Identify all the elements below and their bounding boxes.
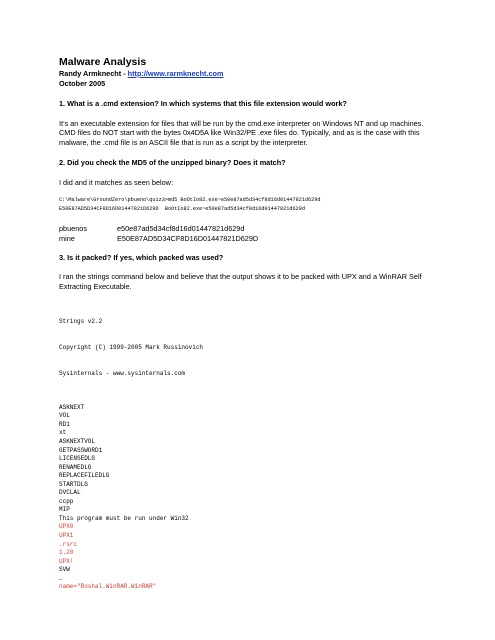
md5-label: mine [59,233,75,243]
code-line: SVW [59,566,70,574]
author-link[interactable]: http://www.rarmknecht.com [127,69,224,78]
code-line: Sysinternals - www.sysinternals.com [59,369,186,377]
question-2: 2. Did you check the MD5 of the unzipped binary? Does it match? [59,158,286,168]
md5-row-mine [59,234,439,244]
code-line: GETPASSWORD1 [59,446,103,454]
md5-row-pbuenos [59,224,439,234]
answer-3: I ran the strings command below and believe that the output shows it to be packed with UPX and a WinRAR Self Extracting Executable. [59,272,422,291]
code-line: … [59,574,63,582]
md5-value: E50E87AD5D34CF8D16D01447821D629D [117,233,259,243]
md5-label: pbuenos [59,224,87,234]
document-title: Malware Analysis [59,56,147,68]
cmd-line: E50E87AD5D34CF8D16D01447821D629D BoOtIo82.exe~e50e87ad5d34cf8d16d01447821d629d [59,205,305,212]
answer-1: It’s an executable extension for files that will be run by the cmd.exe interpreter on Windows NT and up machines. CMD files do NOT start with the bytes 0x4D5A like Win32/PE .exe files do. Typically, and as is the case with this malware, the .cmd file is an ASCII file that is run as a script by the interpreter. [59,118,424,147]
code-line: This program must be run under Win32 [59,514,189,522]
code-line: UPX1 [59,531,74,539]
code-line: STARTDLG [59,480,88,488]
code-line: ASKNEXT [59,403,85,411]
question-3: 3. Is it packed? If yes, which packed was used? [59,252,224,262]
strings-output [59,404,439,592]
code-line: name="Roshal.WinRAR.WinRAR" [59,583,157,591]
author-name: Randy Armknecht - [59,69,128,78]
code-line: Copyright (C) 1999-2005 Mark Russinovich [59,343,204,351]
code-line: Strings v2.2 [59,318,103,326]
strings-header [59,301,439,395]
code-line: VOL [59,412,70,420]
code-line: 1.20 [59,549,74,557]
code-line: .rsrc [59,540,78,548]
question-1: 1. What is a .cmd extension? In which systems that this file extension would work? [59,99,347,108]
code-line: RD1 [59,420,70,428]
code-line: MIP [59,506,70,514]
code-line: ccpp [59,497,74,505]
code-line: LICENSEDLG [59,455,96,463]
code-line: xt [59,429,67,437]
author-line [59,69,439,79]
code-line: REPLACEFILEDLG [59,472,110,480]
code-line: ASKNEXTVOL [59,437,96,445]
cmd-line: C:\Malware\GroundZero\pbueno\quiz3>md5 BoOtIo82.exe~e50e87ad5d34cf8d16d01447821d629d [59,197,321,204]
document-date: October 2005 [59,78,106,88]
code-line: UPX0 [59,523,74,531]
code-line: RENAMEDLG [59,463,92,471]
md5-value: e50e87ad5d34cf8d16d01447821d629d [117,224,245,234]
code-line: UPX! [59,557,74,565]
answer-2: I did and it matches as seen below: [59,177,173,187]
document-page [59,56,439,592]
md5-command-output [59,196,439,213]
code-line: DVCLAL [59,489,81,497]
